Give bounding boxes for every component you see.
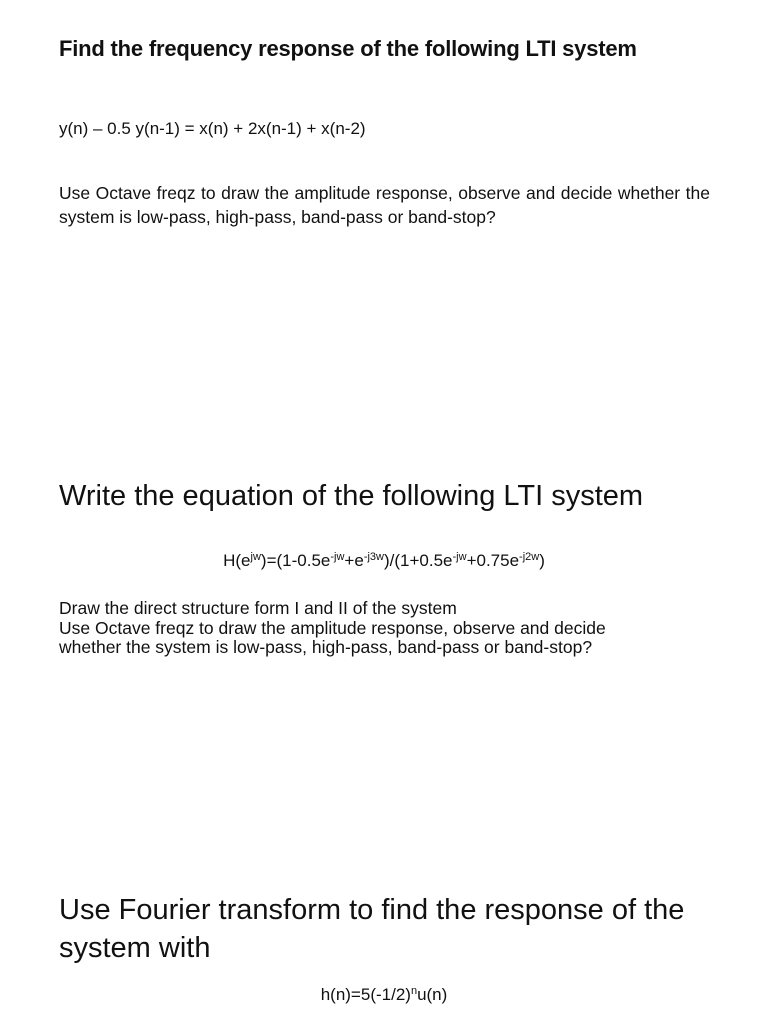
eq-text: h(n)=5(-1/2): [320, 985, 411, 1004]
question-2-heading: Write the equation of the following LTI system: [59, 480, 644, 512]
eq-superscript: -j3w: [363, 551, 384, 563]
question-3-heading: Use Fourier transform to find the response of the system with: [59, 894, 685, 964]
eq-text: u(n): [417, 985, 448, 1004]
eq-text: ): [539, 551, 545, 570]
eq-superscript: -j2w: [519, 551, 540, 563]
eq-superscript: -jw: [452, 551, 467, 563]
eq-text: +0.75e: [466, 551, 520, 570]
question-3-impulse-response: [0, 984, 768, 1006]
question-1-heading: Find the frequency response of the following LTI system: [59, 36, 637, 61]
question-1-difference-equation: y(n) – 0.5 y(n-1) = x(n) + 2x(n-1) + x(n-2): [59, 119, 366, 138]
question-2-line-2: Use Octave freqz to draw the amplitude response, observe and decide: [59, 617, 606, 638]
question-2-transfer-function: [0, 550, 768, 572]
question-2-instructions: [59, 599, 719, 658]
eq-superscript: -jw: [330, 551, 345, 563]
eq-text: )=(1-0.5e: [260, 551, 331, 570]
eq-superscript: jw: [250, 551, 261, 563]
question-2-line-1: Draw the direct structure form I and II of the system: [59, 598, 457, 618]
question-1-instruction: Use Octave freqz to draw the amplitude response, observe and decide whether the system is low-pass, high-pass, band-pass or band-stop?: [59, 183, 710, 227]
eq-text: +e: [344, 551, 364, 570]
eq-superscript: n: [410, 985, 418, 997]
eq-text: H(e: [223, 551, 251, 570]
question-2-line-3: whether the system is low-pass, high-pass, band-pass or band-stop?: [59, 637, 593, 657]
eq-text: )/(1+0.5e: [383, 551, 453, 570]
